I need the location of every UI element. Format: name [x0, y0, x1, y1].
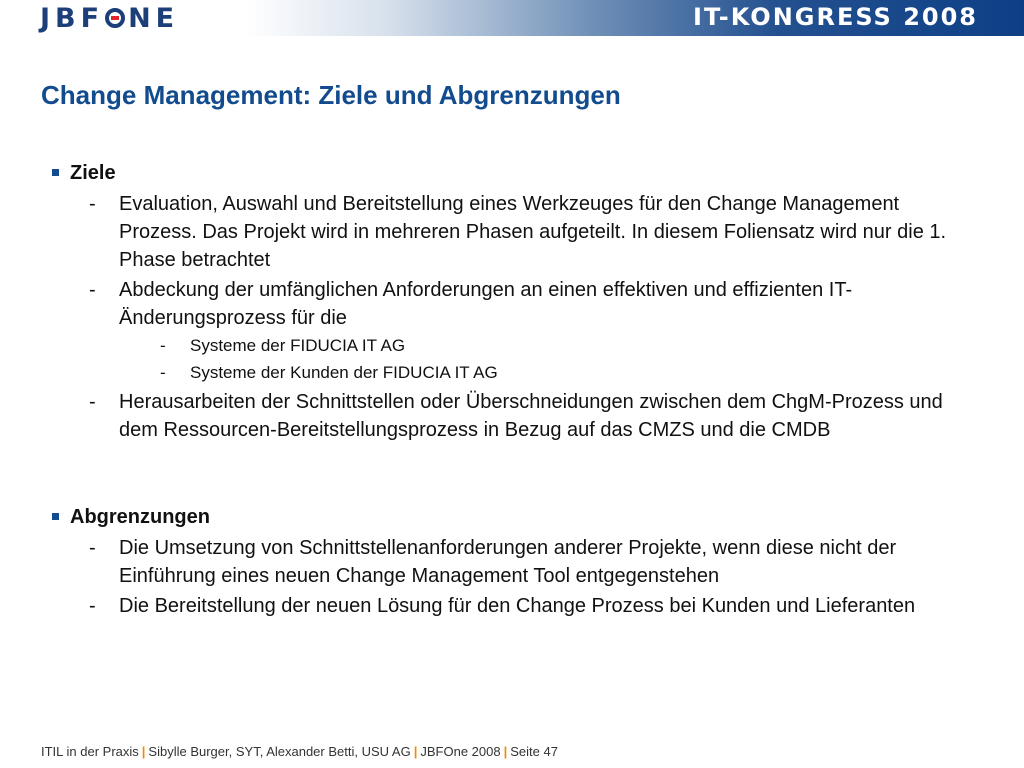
footer-topic: ITIL in der Praxis: [41, 744, 139, 759]
list-item: [0, 276, 1024, 332]
footer-separator: |: [413, 744, 418, 759]
dash-bullet: -: [89, 193, 96, 215]
dash-bullet: -: [160, 336, 166, 355]
logo-text-right: NE: [128, 2, 180, 34]
list-item-text: Die Bereitstellung der neuen Lösung für den Change Prozess bei Kunden und Lieferanten: [119, 595, 916, 617]
sub-list-item: [0, 333, 1024, 359]
dash-bullet: -: [89, 391, 96, 413]
footer: [41, 744, 558, 759]
square-bullet-icon: [52, 169, 59, 176]
jbfone-logo: [40, 4, 179, 32]
logo-text-left: JBF: [40, 2, 105, 34]
section-gap: [0, 444, 1024, 504]
dash-bullet: -: [89, 595, 96, 617]
dash-bullet: -: [89, 537, 96, 559]
list-item-text: Evaluation, Auswahl und Bereitstellung eines Werkzeuges für den Change Management Prozess. Das Projekt wird in mehreren Phasen aufgeteilt. In diesem Foliensatz wird nur die 1. Phase betrachtet: [119, 193, 947, 271]
footer-separator: |: [141, 744, 146, 759]
section-ziele: [0, 160, 1024, 188]
footer-separator: |: [503, 744, 508, 759]
list-item: [0, 534, 1024, 590]
slide-body: [0, 160, 1024, 620]
dash-bullet: -: [89, 279, 96, 301]
section-heading: Abgrenzungen: [70, 506, 210, 528]
list-item-text: Die Umsetzung von Schnittstellenanforderungen anderer Projekte, wenn diese nicht der Einführung eines neuen Change Management Tool entgegenstehen: [119, 537, 897, 587]
list-item-text: Herausarbeiten der Schnittstellen oder Überschneidungen zwischen dem ChgM-Prozess und dem Ressourcen-Bereitstellungsprozess in Bezug auf das CMZS und die CMDB: [119, 391, 943, 441]
dash-bullet: -: [160, 363, 166, 382]
sub-list-item: [0, 360, 1024, 386]
event-title: IT-KONGRESS 2008: [693, 3, 978, 31]
list-item: [0, 388, 1024, 444]
header-banner: [0, 0, 1024, 36]
sub-list-item-text: Systeme der FIDUCIA IT AG: [190, 336, 406, 355]
footer-event: JBFOne 2008: [420, 744, 501, 759]
logo-o-icon: [105, 8, 125, 28]
list-item: [0, 190, 1024, 274]
square-bullet-icon: [52, 513, 59, 520]
slide-title: Change Management: Ziele und Abgrenzungen: [41, 80, 621, 110]
list-item-text: Abdeckung der umfänglichen Anforderungen an einen effektiven und effizienten IT-Änderungsprozess für die: [119, 279, 853, 329]
sub-list-item-text: Systeme der Kunden der FIDUCIA IT AG: [190, 363, 498, 382]
section-heading: Ziele: [70, 162, 116, 184]
footer-authors: Sibylle Burger, SYT, Alexander Betti, USU AG: [148, 744, 411, 759]
footer-page-number: Seite 47: [510, 744, 558, 759]
section-abgrenzungen: [0, 504, 1024, 532]
list-item: [0, 592, 1024, 620]
